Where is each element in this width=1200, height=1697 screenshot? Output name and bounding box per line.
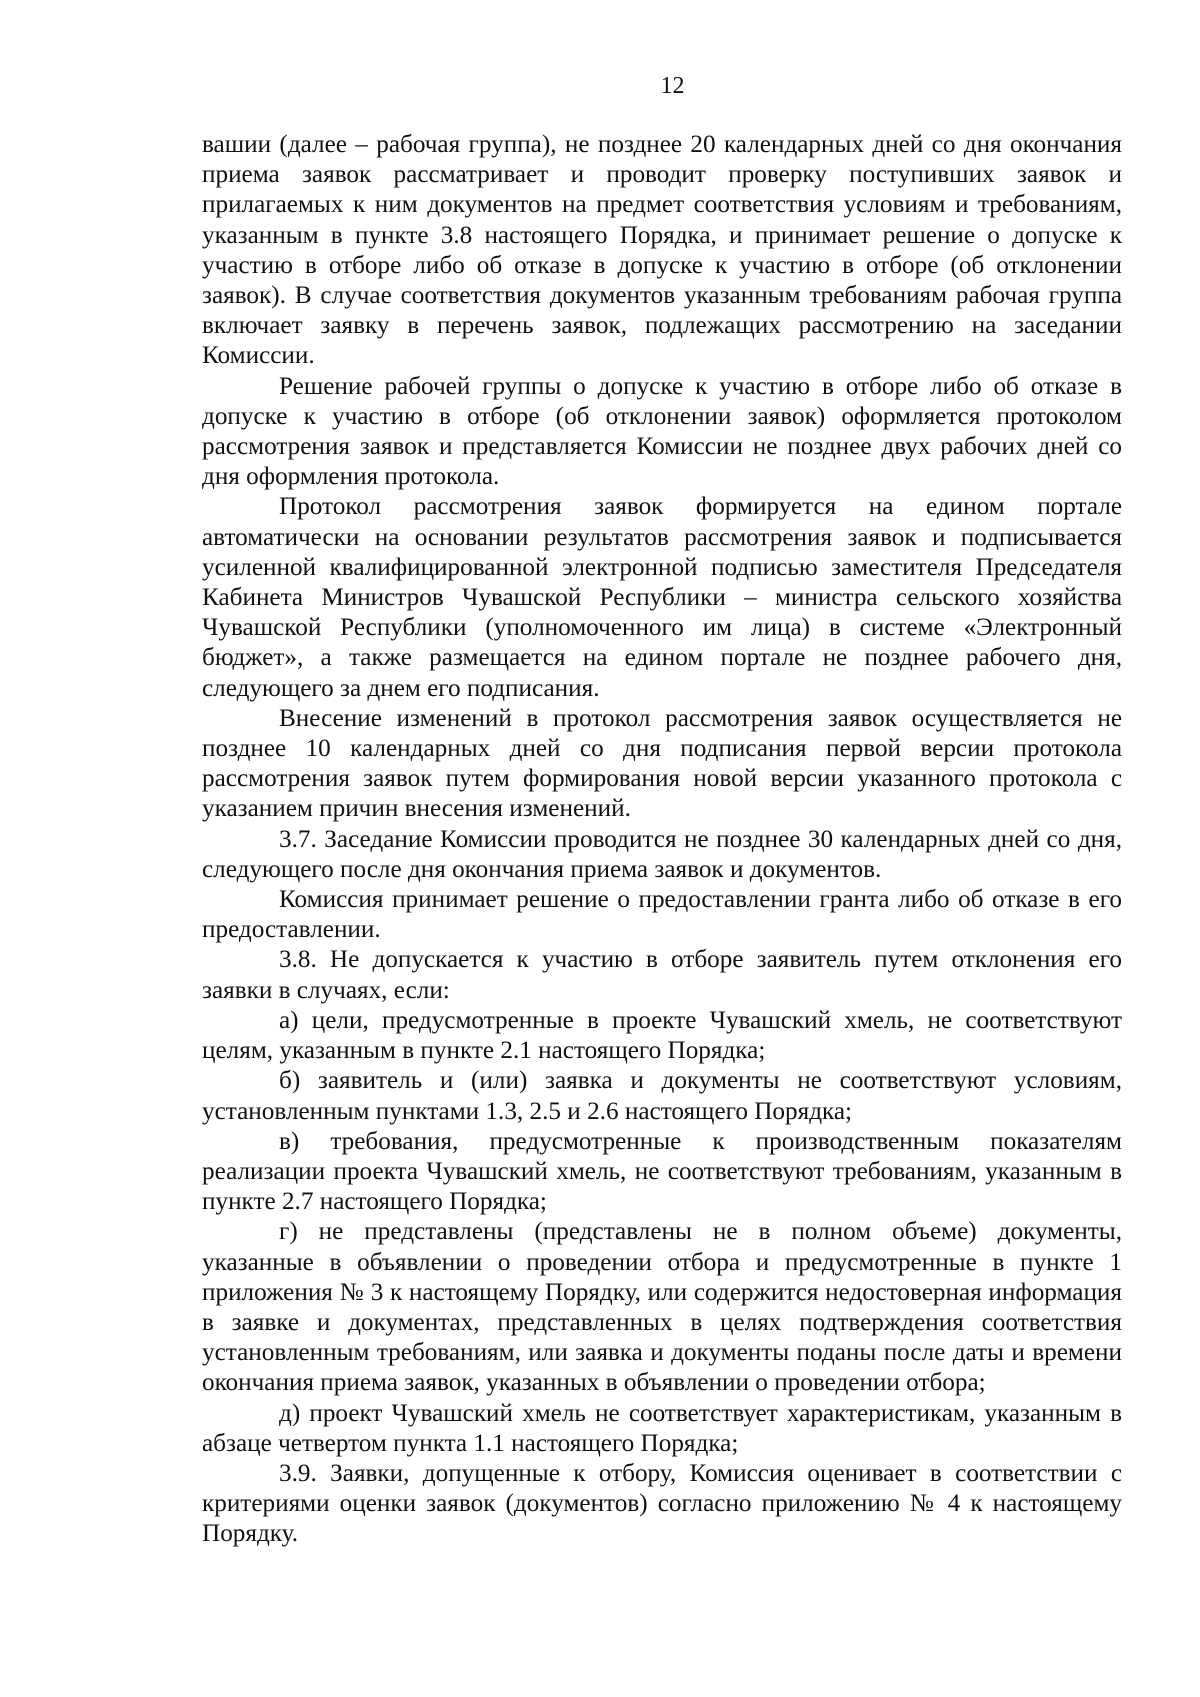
paragraph-protocol-formation: Протокол рассмотрения заявок формируется на едином портале автоматически на основании результатов рассмотрения заявок и подписывается усиленной квалифицированной электронной подписью заместителя Председателя Кабинета Министров Чувашской Республики – министра сельского хозяйства Чувашской Республики (уполномоченного им лица) в системе «Электронный бюджет», а также размещается на едином портале не позднее рабочего дня, следующего за днем его подписания. [202, 493, 1122, 702]
paragraph-protocol-changes: Внесение изменений в протокол рассмотрения заявок осуществляется не позднее 10 календарных дней со дня подписания первой версии протокола рассмотрения заявок путем формирования новой версии указанного протокола с указанием причин внесения изменений. [202, 704, 1122, 823]
paragraph-commission-decision: Комиссия принимает решение о предоставлении гранта либо об отказе в его предоставлении. [202, 886, 1122, 944]
paragraph-3-7: 3.7. Заседание Комиссии проводится не позднее 30 календарных дней со дня, следующего после дня окончания приема заявок и документов. [202, 825, 1122, 883]
paragraph-working-group-decision: Решение рабочей группы о допуске к участию в отборе либо об отказе в допуске к участию в отборе (об отклонении заявок) оформляется протоколом рассмотрения заявок и представляется Комиссии не позднее двух рабочих дней со дня оформления протокола. [202, 372, 1122, 491]
list-item-a: а) цели, предусмотренные в проекте Чувашский хмель, не соответствуют целям, указанным в пункте 2.1 настоящего Порядка; [202, 1006, 1122, 1065]
paragraph-continuation: вашии (далее – рабочая группа), не позднее 20 календарных дней со дня окончания приема заявок рассматривает и проводит проверку поступивших заявок и прилагаемых к ним документов на предмет соответствия условиям и требованиям, указанным в пункте 3.8 настоящего Порядка, и принимает решение о допуске к участию в отборе либо об отказе в допуске к участию в отборе (об отклонении заявок). В случае соответствия документов указанным требованиям рабочая группа включает заявку в перечень заявок, подлежащих рассмотрению на заседании Комиссии. [202, 131, 1122, 370]
paragraph-3-8: 3.8. Не допускается к участию в отборе заявитель путем отклонения его заявки в случаях, если: [202, 946, 1122, 1004]
list-item-v: в) требования, предусмотренные к производственным показателям реализации проекта Чувашский хмель, не соответствуют требованиям, указанным в пункте 2.7 настоящего Порядка; [202, 1127, 1122, 1216]
list-item-b: б) заявитель и (или) заявка и документы не соответствуют условиям, установленным пунктами 1.3, 2.5 и 2.6 настоящего Порядка; [202, 1067, 1122, 1125]
list-item-d: д) проект Чувашский хмель не соответствует характеристикам, указанным в абзаце четвертом пункта 1.1 настоящего Порядка; [202, 1399, 1122, 1457]
document-body [202, 130, 1122, 1550]
page-number: 12 [660, 73, 685, 99]
list-item-g: г) не представлены (представлены не в полном объеме) документы, указанные в объявлении о проведении отбора и предусмотренные в пункте 1 приложения № 3 к настоящему Порядку, или содержится недостоверная информация в заявке и документах, представленных в целях подтверждения соответствия установленным требованиям, или заявка и документы поданы после даты и времени окончания приема заявок, указанных в объявлении о проведении отбора; [202, 1218, 1122, 1397]
paragraph-3-9: 3.9. Заявки, допущенные к отбору, Комиссия оценивает в соответствии с критериями оценки заявок (документов) согласно приложению № 4 к настоящему Порядку. [202, 1459, 1122, 1548]
